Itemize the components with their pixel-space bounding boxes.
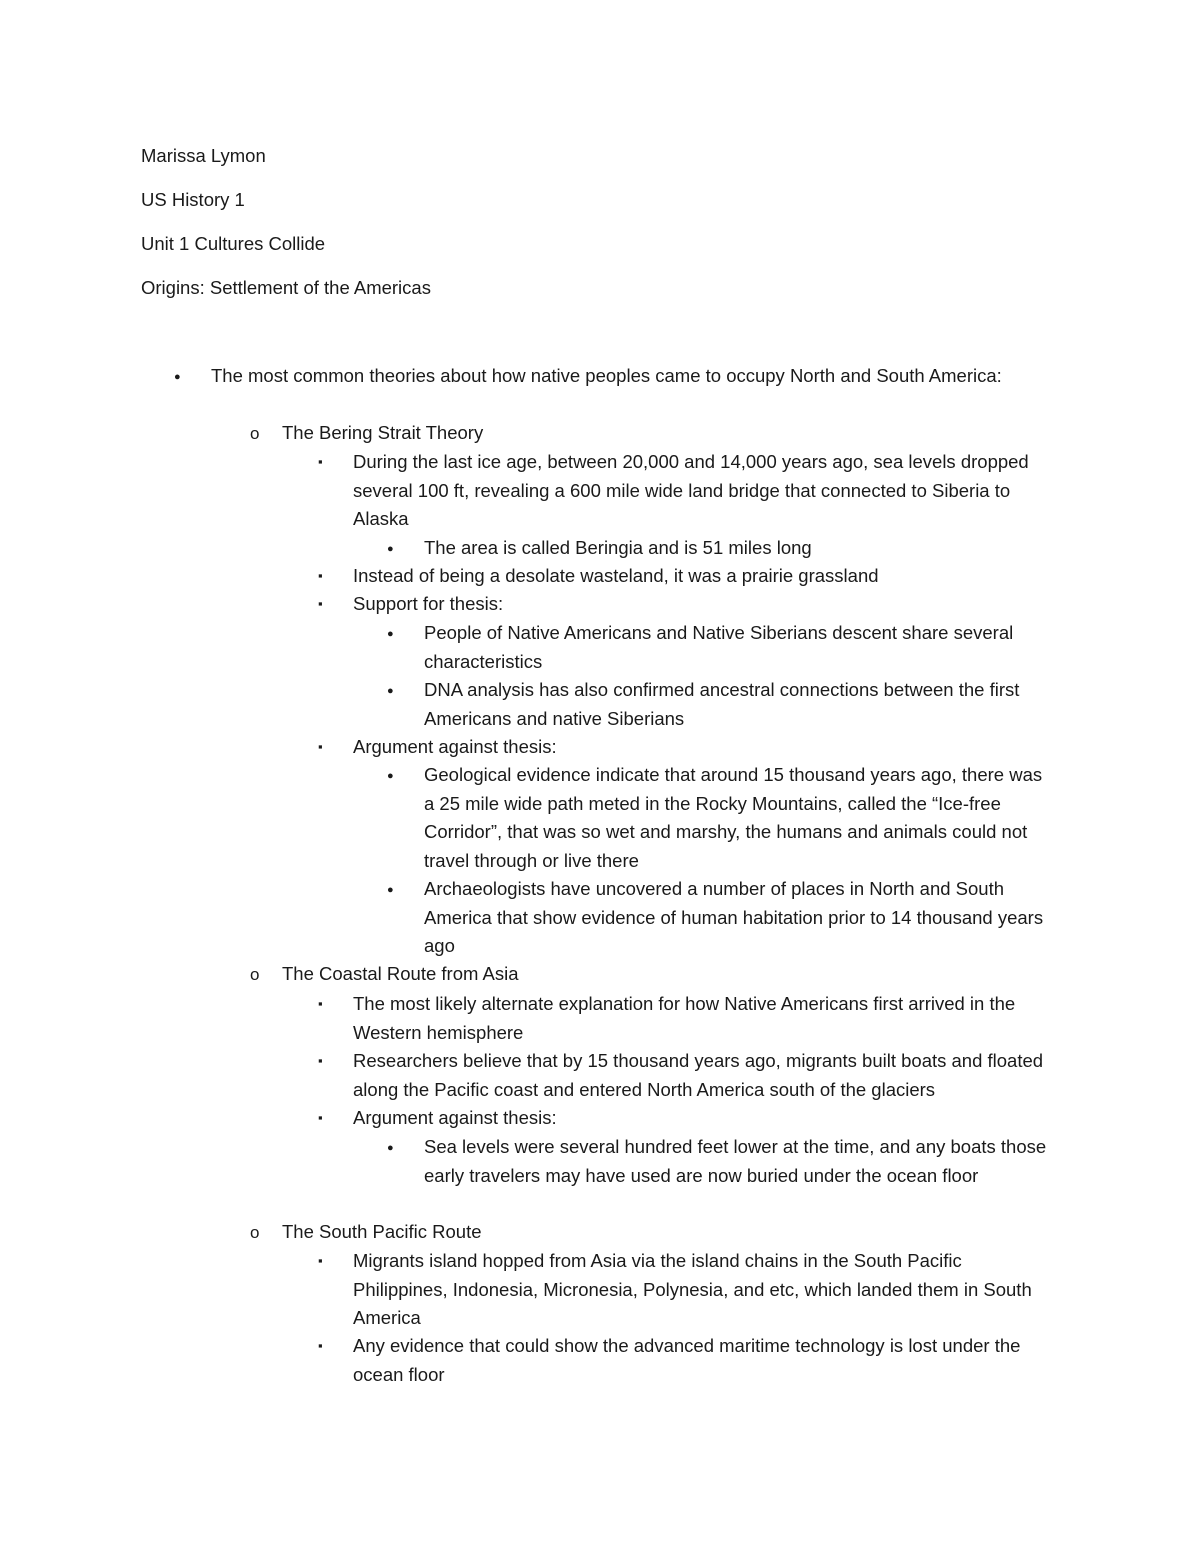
list-item: Migrants island hopped from Asia via the island chains in the South Pacific Philippines, Indonesia, Micronesia, Polynesia, and etc, which landed them in South America — [353, 1250, 1032, 1328]
bullet-circle-icon — [250, 1218, 259, 1248]
list-item: Researchers believe that by 15 thousand years ago, migrants built boats and floated along the Pacific coast and entered North America south of the glaciers — [353, 1050, 1044, 1100]
bullet-square-icon — [318, 1047, 323, 1078]
bullet-dot-icon — [387, 619, 394, 651]
list-item: Archaeologists have uncovered a number of places in North and South America that show evidence of human habitation prior to 14 thousand years ago — [424, 878, 1044, 956]
bullet-dot-icon — [387, 676, 394, 708]
bullet-square-icon — [318, 590, 323, 621]
bullet-dot-icon — [387, 1133, 394, 1165]
list-item: DNA analysis has also confirmed ancestral connections between the first Americans and native Siberians — [424, 679, 1020, 729]
list-item: People of Native Americans and Native Siberians descent share several characteristics — [424, 622, 1014, 672]
list-item: Argument against thesis: — [353, 1107, 557, 1128]
bullet-square-icon — [318, 448, 323, 479]
bullet-dot-icon — [174, 362, 181, 394]
bullet-circle-icon — [250, 960, 259, 990]
author-name: Marissa Lymon — [141, 145, 266, 166]
bullet-square-icon — [318, 990, 323, 1021]
unit-name: Unit 1 Cultures Collide — [141, 233, 326, 254]
course-name: US History 1 — [141, 189, 245, 210]
bullet-square-icon — [318, 562, 323, 593]
document-title: Origins: Settlement of the Americas — [141, 277, 431, 298]
bullet-circle-icon — [250, 419, 259, 449]
bullet-square-icon — [318, 733, 323, 764]
list-item: Any evidence that could show the advanced maritime technology is lost under the ocean floor — [353, 1335, 1021, 1385]
list-item: Sea levels were several hundred feet lower at the time, and any boats those early travelers may have used are now buried under the ocean floor — [424, 1136, 1047, 1186]
list-item: During the last ice age, between 20,000 and 14,000 years ago, sea levels dropped several 100 ft, revealing a 600 mile wide land bridge that connected to Siberia to Alaska — [353, 451, 1029, 529]
section-heading: The South Pacific Route — [282, 1221, 482, 1242]
bullet-dot-icon — [387, 534, 394, 566]
bullet-dot-icon — [387, 875, 394, 907]
bullet-dot-icon — [387, 761, 394, 793]
section-heading: The Coastal Route from Asia — [282, 963, 519, 984]
list-item: The most likely alternate explanation for how Native Americans first arrived in the Western hemisphere — [353, 993, 1016, 1043]
list-item: The area is called Beringia and is 51 miles long — [424, 537, 812, 558]
bullet-square-icon — [318, 1332, 323, 1363]
list-item: Support for thesis: — [353, 593, 504, 614]
list-item: Argument against thesis: — [353, 736, 557, 757]
bullet-square-icon — [318, 1104, 323, 1135]
list-item: Instead of being a desolate wasteland, it was a prairie grassland — [353, 565, 879, 586]
intro-bullet: The most common theories about how native peoples came to occupy North and South America: — [211, 365, 1002, 386]
section-heading: The Bering Strait Theory — [282, 422, 484, 443]
bullet-square-icon — [318, 1247, 323, 1278]
list-item: Geological evidence indicate that around 15 thousand years ago, there was a 25 mile wide path meted in the Rocky Mountains, called the “Ice-free Corridor”, that was so wet and marshy, the humans and animals could not travel through or live there — [424, 764, 1043, 871]
